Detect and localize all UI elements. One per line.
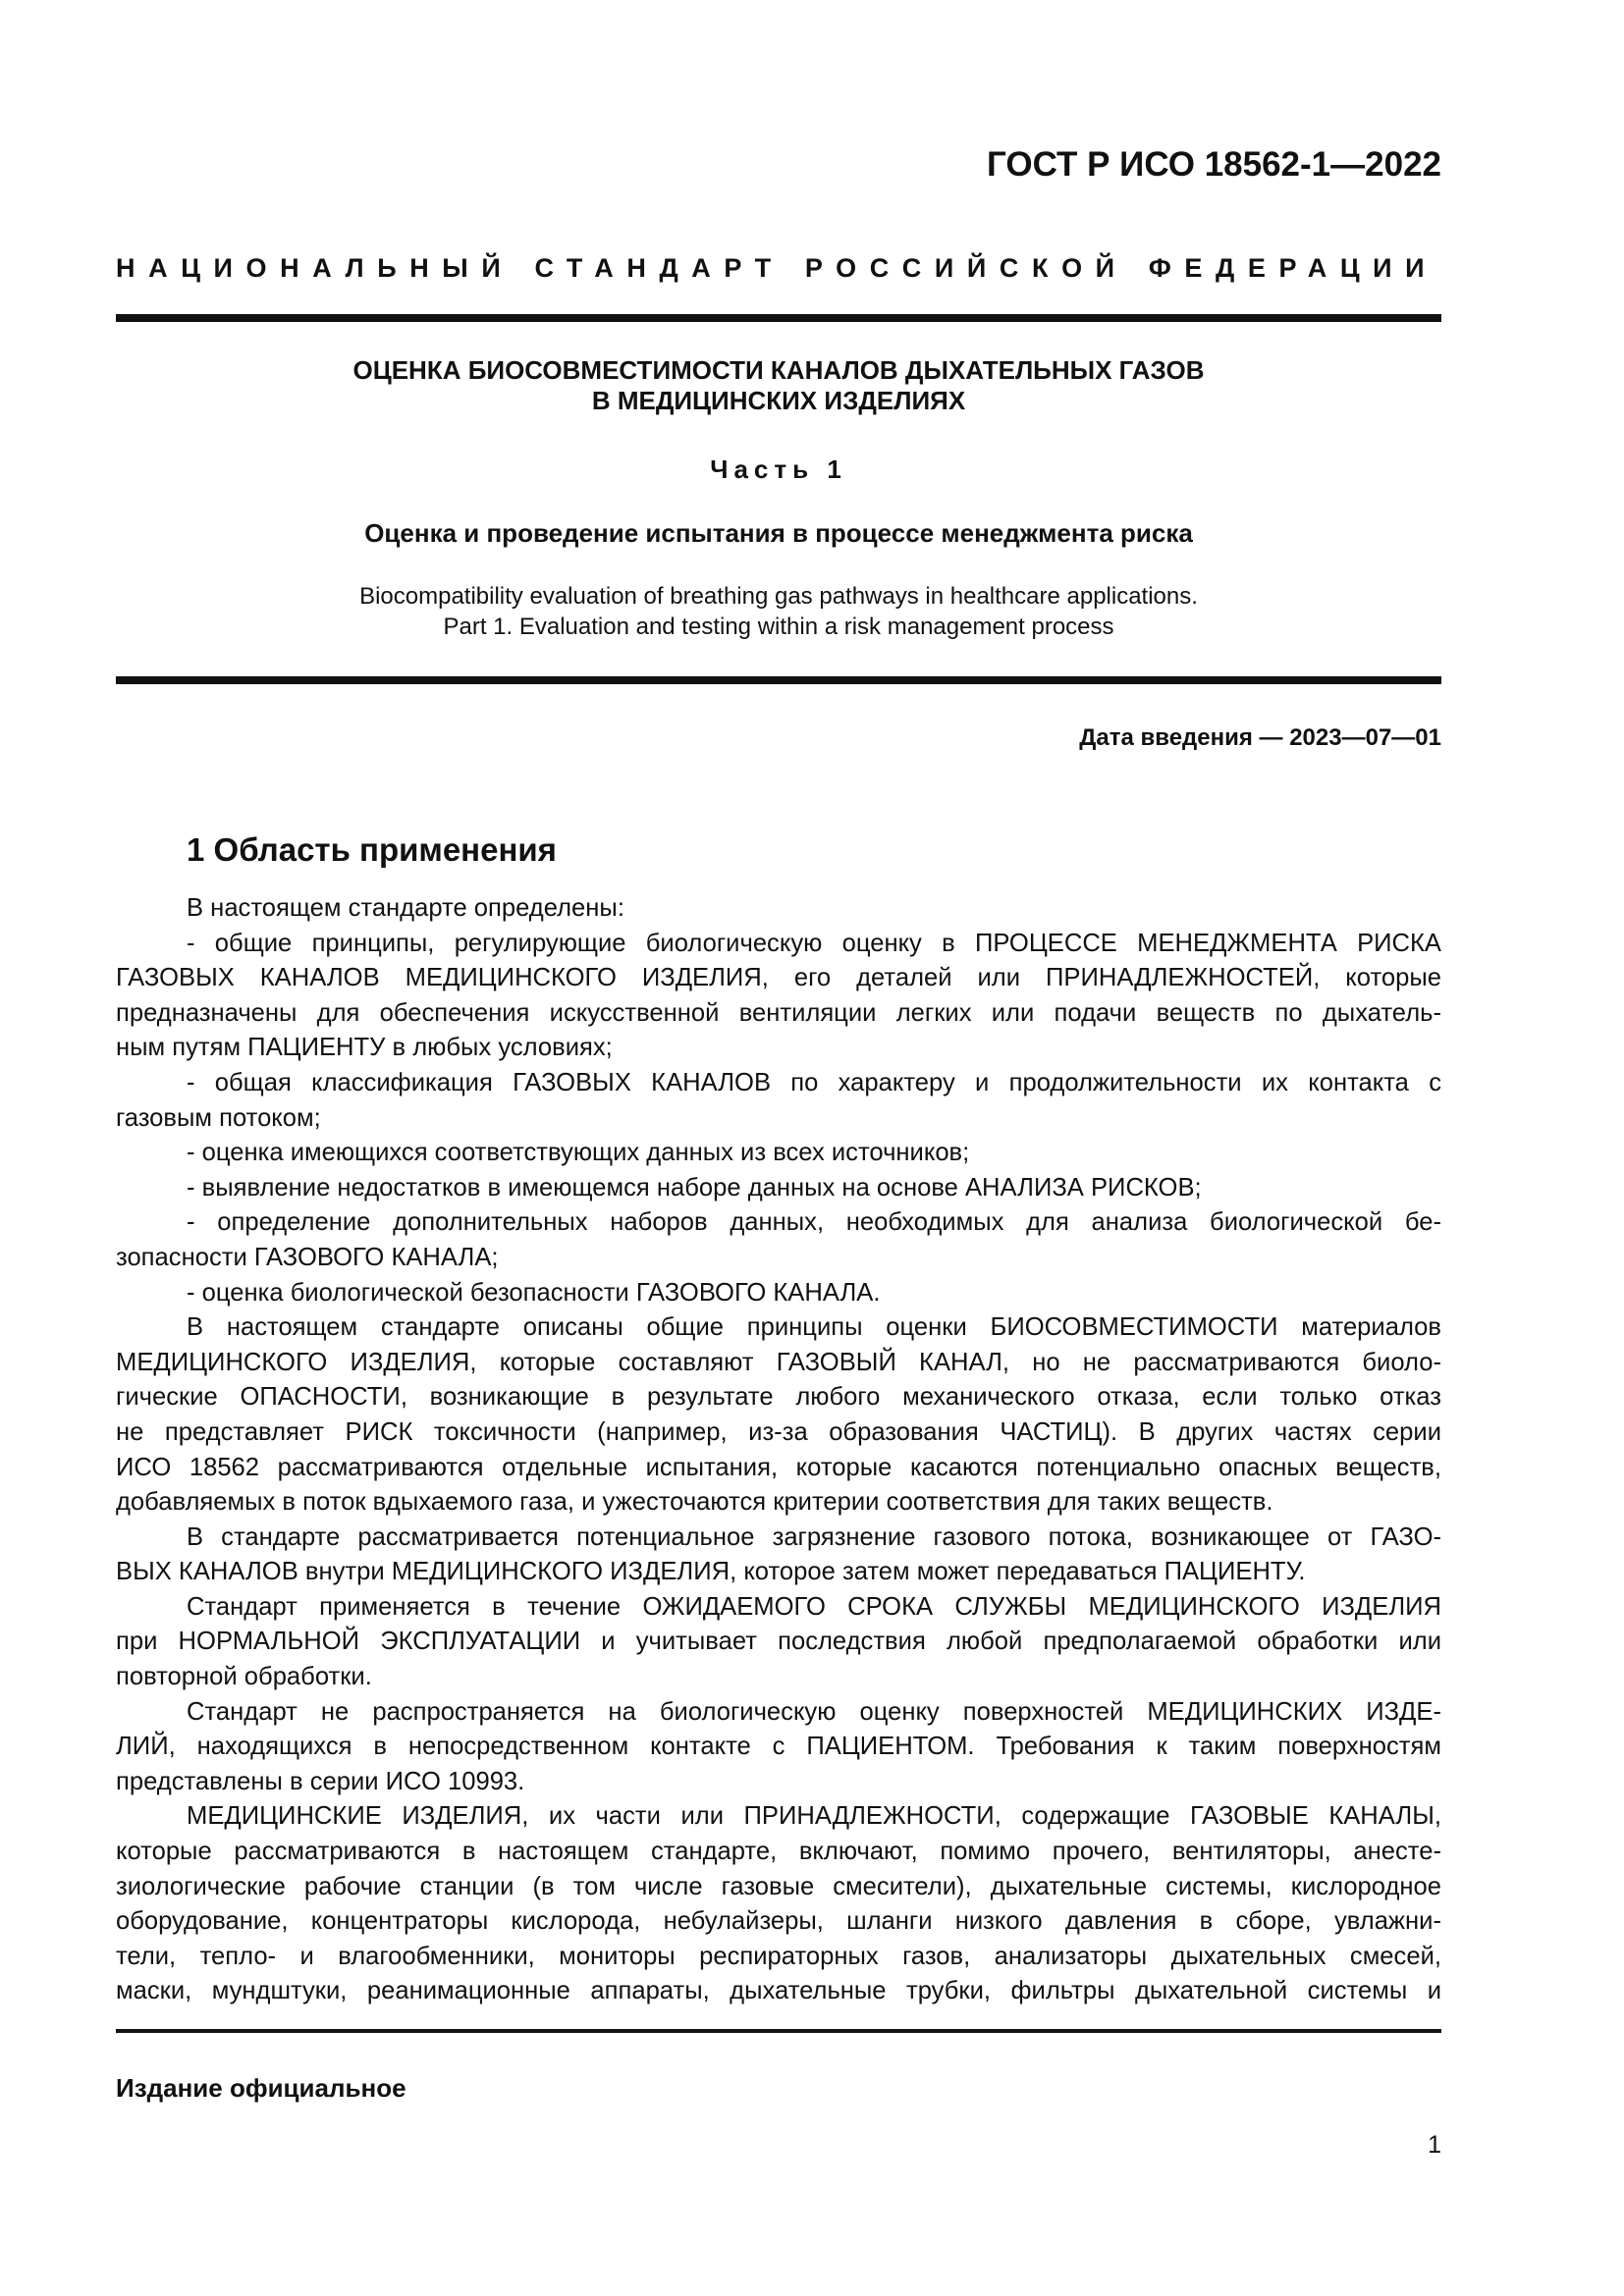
body-line: - общие принципы, регулирующие биологическую оценку в ПРОЦЕССЕ МЕНЕДЖМЕНТА РИСКА (187, 929, 1441, 957)
body-line: которые рассматриваются в настоящем стандарте, включают, помимо прочего, вентиляторы, анесте- (116, 1838, 1441, 1866)
body-line: - оценка биологической безопасности ГАЗОВОГО КАНАЛА. (187, 1278, 881, 1307)
body-line: - выявление недостатков в имеющемся наборе данных на основе АНАЛИЗА РИСКОВ; (187, 1173, 1202, 1201)
document-title (116, 355, 1441, 416)
body-line: добавляемых в поток вдыхаемого газа, и ужесточаются критерии соответствия для таких веществ. (116, 1488, 1273, 1517)
body-line: В настоящем стандарте описаны общие принципы оценки БИОСОВМЕСТИМОСТИ материалов (187, 1313, 1441, 1342)
body-line: тели, тепло- и влагообменники, мониторы респираторных газов, анализаторы дыхательных смесей, (116, 1942, 1441, 1970)
part-label: Часть 1 (710, 454, 847, 484)
body-line: представлены в серии ИСО 10993. (116, 1767, 525, 1795)
body-line: повторной обработки. (116, 1663, 372, 1691)
body-line: - общая классификация ГАЗОВЫХ КАНАЛОВ по характеру и продолжительности их контакта с (187, 1068, 1441, 1096)
body-line: В настоящем стандарте определены: (187, 894, 624, 922)
standard-number: ГОСТ Р ИСО 18562-1—2022 (987, 145, 1441, 184)
body-line: МЕДИЦИНСКИЕ ИЗДЕЛИЯ, их части или ПРИНАДЛЕЖНОСТИ, содержащие ГАЗОВЫЕ КАНАЛЫ, (187, 1802, 1441, 1831)
section-title: 1 Область применения (187, 831, 557, 868)
national-standard-heading: НАЦИОНАЛЬНЫЙ СТАНДАРТ РОССИЙСКОЙ ФЕДЕРАЦИИ (116, 253, 1438, 283)
body-line: зопасности ГАЗОВОГО КАНАЛА; (116, 1243, 499, 1271)
body-line: МЕДИЦИНСКОГО ИЗДЕЛИЯ, которые составляют ГАЗОВЫЙ КАНАЛ, но не рассматриваются биоло- (116, 1348, 1441, 1376)
body-line: ГАЗОВЫХ КАНАЛОВ МЕДИЦИНСКОГО ИЗДЕЛИЯ, его деталей или ПРИНАДЛЕЖНОСТЕЙ, которые (116, 964, 1441, 992)
section-body (116, 891, 1441, 2009)
body-line: ИСО 18562 рассматриваются отдельные испытания, которые касаются потенциально опасных веществ, (116, 1453, 1441, 1481)
body-line: ЛИЙ, находящихся в непосредственном контакте с ПАЦИЕНТОМ. Требования к таким поверхностям (116, 1733, 1441, 1761)
body-line: - определение дополнительных наборов данных, необходимых для анализа биологической бе- (187, 1208, 1441, 1237)
body-line: оборудование, концентраторы кислорода, небулайзеры, шланги низкого давления в сборе, увлажни- (116, 1907, 1441, 1936)
body-line: при НОРМАЛЬНОЙ ЭКСПЛУАТАЦИИ и учитывает последствия любой предполагаемой обработки или (116, 1628, 1441, 1656)
footer-rule (116, 2029, 1441, 2033)
body-line: Стандарт не распространяется на биологическую оценку поверхностей МЕДИЦИНСКИХ ИЗДЕ- (187, 1697, 1441, 1726)
body-line: Стандарт применяется в течение ОЖИДАЕМОГО СРОКА СЛУЖБЫ МЕДИЦИНСКОГО ИЗДЕЛИЯ (187, 1592, 1441, 1621)
body-line: газовым потоком; (116, 1103, 321, 1132)
body-line: ВЫХ КАНАЛОВ внутри МЕДИЦИНСКОГО ИЗДЕЛИЯ, которое затем может передаваться ПАЦИЕНТУ. (116, 1558, 1306, 1586)
introduction-date: Дата введения — 2023—07—01 (1079, 724, 1441, 751)
body-line: В стандарте рассматривается потенциальное загрязнение газового потока, возникающее от ГАЗО- (187, 1522, 1441, 1551)
body-line: предназначены для обеспечения искусственной вентиляции легких или подачи веществ по дыхатель- (116, 998, 1441, 1027)
body-line: зиологические рабочие станции (в том числе газовые смесители), дыхательные системы, кислородное (116, 1872, 1441, 1900)
document-subtitle: Оценка и проведение испытания в процессе менеджмента риска (364, 518, 1193, 548)
body-line: - оценка имеющихся соответствующих данных из всех источников; (187, 1139, 970, 1167)
body-line: не представляет РИСК токсичности (например, из-за образования ЧАСТИЦ). В других частях серии (116, 1417, 1441, 1446)
title-line-1: ОЦЕНКА БИОСОВМЕСТИМОСТИ КАНАЛОВ ДЫХАТЕЛЬНЫХ ГАЗОВ (352, 355, 1205, 385)
english-title-line-1: Biocompatibility evaluation of breathing gas pathways in healthcare applications. (359, 583, 1198, 610)
title-line-2: В МЕДИЦИНСКИХ ИЗДЕЛИЯХ (591, 386, 966, 415)
top-rule (116, 314, 1441, 322)
official-edition-label: Издание официальное (116, 2073, 406, 2103)
body-line: маски, мундштуки, реанимационные аппараты, дыхательные трубки, фильтры дыхательной системы и (116, 1977, 1441, 2005)
page-number: 1 (1428, 2131, 1441, 2159)
body-line: гические ОПАСНОСТИ, возникающие в результате любого механического отказа, если только отказ (116, 1383, 1441, 1412)
body-line: ным путям ПАЦИЕНТУ в любых условиях; (116, 1034, 613, 1062)
english-title-line-2: Part 1. Evaluation and testing within a risk management process (443, 614, 1114, 640)
english-title (116, 581, 1441, 642)
middle-rule (116, 676, 1441, 684)
